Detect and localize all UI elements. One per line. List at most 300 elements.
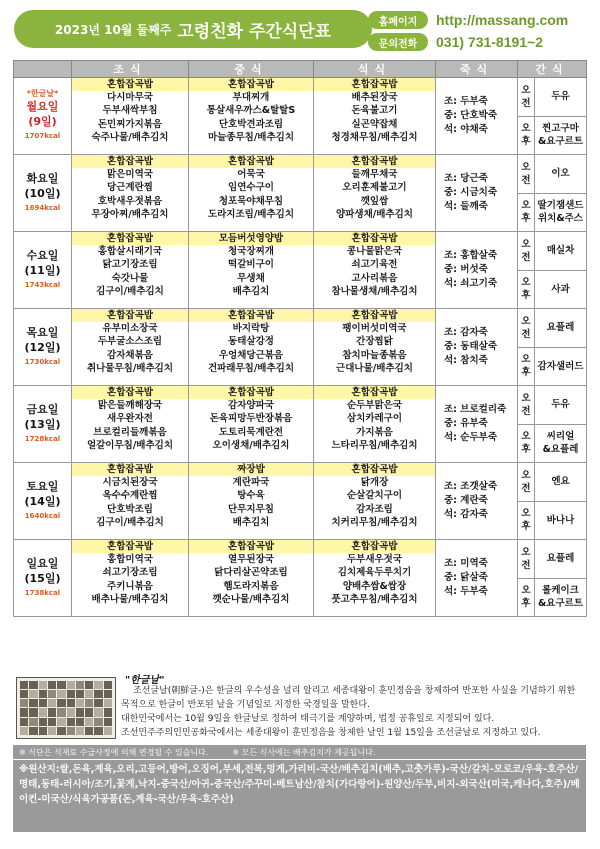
day-date: (12일) — [24, 340, 61, 354]
snack-pm-item: 바나나 — [546, 514, 575, 526]
snack-am-row — [518, 540, 586, 579]
day-date: (13일) — [24, 417, 61, 431]
menu-item: 우엉채당근볶음 — [218, 349, 284, 361]
manuscript-glyph — [29, 699, 37, 707]
menu-item: 쇠고기장조림 — [102, 567, 158, 579]
snack-am-item: 요플레 — [546, 553, 575, 565]
day-name: 목요일 — [26, 325, 59, 339]
porridge-cell — [436, 540, 518, 617]
menu-item: 감자채볶음 — [107, 349, 153, 361]
snack-cell — [518, 386, 587, 463]
menu-item: 치커리무침/배추김치 — [331, 516, 418, 528]
menu-item: 무생채 — [237, 272, 265, 284]
snack-am-item: 요플레 — [546, 322, 575, 334]
porridge-cell — [436, 78, 518, 155]
manuscript-glyph — [57, 727, 65, 735]
manuscript-glyph — [20, 690, 28, 698]
menu-item: 들깨무채국 — [351, 169, 398, 181]
dinner-cell — [314, 78, 436, 155]
menu-item: 혼합잡곡밥 — [189, 155, 313, 168]
menu-item: 닭개장 — [360, 477, 389, 489]
day-row — [14, 309, 587, 386]
menu-item: 혼합잡곡밥 — [72, 463, 188, 476]
day-date: (14일) — [24, 494, 61, 508]
manuscript-glyph — [67, 727, 75, 735]
lunch-cell — [189, 78, 314, 155]
col-header-day — [14, 61, 72, 78]
menu-item: 호박새우젓볶음 — [97, 195, 163, 207]
menu-item: 떡갈비구이 — [228, 259, 274, 271]
title-bar — [14, 10, 372, 48]
manuscript-glyph — [29, 690, 37, 698]
day-kcal: 1738kcal — [24, 588, 61, 597]
menu-item: 순살갈치구이 — [346, 490, 403, 502]
menu-item: 참치마늘종볶음 — [342, 349, 407, 361]
snack-pm-row — [518, 348, 586, 386]
snack-wrap — [518, 78, 586, 154]
hangul-paragraph: 조선민주주의인민공화국에서는 세종대왕이 훈민정음을 창제한 날인 1월 15일을 조선글날로 지정하고 있다. — [121, 728, 541, 738]
col-header-dinner: 석식 — [314, 61, 436, 78]
manuscript-glyph — [94, 681, 102, 689]
menu-item: 당근계란찜 — [107, 182, 153, 194]
note-menu-change: ※ 식단은 식재료 수급사정에 의해 변경될 수 있습니다. — [19, 747, 209, 757]
menu-item: 취나물무침/배추김치 — [86, 362, 174, 374]
menu-item: 혼합잡곡밥 — [72, 232, 188, 245]
porridge-item: 조: 미역죽 — [444, 558, 488, 569]
manuscript-glyph — [76, 718, 84, 726]
dinner-cell — [314, 540, 436, 617]
menu-item: 청포묵야채무침 — [218, 195, 284, 207]
menu-item: 쇠고기육전 — [351, 259, 398, 271]
manuscript-glyph — [57, 690, 65, 698]
porridge-item: 중: 계란죽 — [444, 495, 488, 506]
page-title: 고령친화 주간식단표 — [177, 21, 332, 42]
menu-item: 무장아찌/배추김치 — [91, 208, 169, 220]
menu-item: 돈육피망두반장볶음 — [209, 413, 293, 425]
phone-label: 문의전화 — [368, 33, 428, 51]
menu-item: 홍합미역국 — [107, 554, 153, 566]
menu-item: 실곤약잡채 — [351, 118, 398, 130]
menu-item: 혼합잡곡밥 — [72, 309, 188, 322]
menu-item: 가지볶음 — [356, 426, 393, 438]
title-subtitle: 2023년 10월 둘째주 — [54, 22, 172, 37]
manuscript-glyph — [39, 708, 47, 716]
menu-item: 감자양파국 — [228, 400, 274, 412]
manuscript-glyph — [67, 690, 75, 698]
manuscript-glyph — [76, 708, 84, 716]
snack-cell — [518, 540, 587, 617]
menu-item: 닭다리살곤약조림 — [214, 567, 288, 579]
col-header-breakfast: 조식 — [72, 61, 189, 78]
snack-wrap — [518, 232, 586, 308]
snack-am-row — [518, 232, 586, 271]
menu-item: 순두부맑은국 — [346, 400, 403, 412]
lunch-cell — [189, 232, 314, 309]
manuscript-glyph — [48, 690, 56, 698]
snack-cell — [518, 463, 587, 540]
snack-pm-item: 딸기잼샌드 위치&주스 — [537, 200, 584, 225]
menu-item: 단호박조림 — [107, 503, 153, 515]
snack-pm-label: 오 후 — [518, 579, 535, 617]
manuscript-glyph — [57, 699, 65, 707]
menu-item: 도라지조림/배추김치 — [207, 208, 295, 220]
menu-item: 배추김치 — [232, 516, 270, 528]
hangul-day-box — [13, 674, 586, 746]
manuscript-glyph — [76, 690, 84, 698]
breakfast-cell — [72, 155, 189, 232]
manuscript-glyph — [104, 699, 112, 707]
manuscript-glyph — [94, 727, 102, 735]
menu-item: 얼갈이무침/배추김치 — [86, 439, 174, 451]
manuscript-glyph — [67, 681, 75, 689]
menu-item: 숙주나물/배추김치 — [91, 131, 169, 143]
day-kcal: 1743kcal — [24, 280, 61, 289]
hangul-day-tag: *한글날* — [26, 88, 59, 98]
day-row — [14, 386, 587, 463]
dinner-cell — [314, 386, 436, 463]
breakfast-cell — [72, 540, 189, 617]
menu-item: 돈민찌가지볶음 — [97, 118, 163, 130]
menu-item: 혼합잡곡밥 — [189, 386, 313, 399]
porridge-item: 조: 홍합살죽 — [444, 250, 497, 261]
day-row — [14, 463, 587, 540]
porridge-item: 석: 쇠고기죽 — [444, 278, 497, 289]
snack-pm-label: 오 후 — [518, 194, 535, 232]
menu-item: 참나물생채/배추김치 — [331, 285, 418, 297]
note-bar — [13, 745, 586, 759]
snack-am-row — [518, 386, 586, 425]
snack-wrap — [518, 155, 586, 231]
day-row — [14, 155, 587, 232]
manuscript-glyph — [48, 718, 56, 726]
porridge-cell — [436, 463, 518, 540]
menu-item: 어묵국 — [237, 169, 265, 181]
menu-item: 두부새우젓국 — [346, 554, 403, 566]
menu-item: 햄도라지볶음 — [223, 580, 279, 592]
menu-item: 혼합잡곡밥 — [189, 540, 313, 553]
day-date: (9일) — [28, 114, 57, 128]
snack-pm-row — [518, 194, 586, 232]
dinner-cell — [314, 309, 436, 386]
hangul-day-text — [121, 684, 583, 740]
snack-am-item: 두유 — [551, 91, 570, 103]
day-name: 일요일 — [26, 556, 59, 570]
menu-item: 양배추쌈&쌈장 — [342, 580, 407, 592]
breakfast-cell — [72, 463, 189, 540]
day-cell — [14, 155, 72, 232]
porridge-cell — [436, 309, 518, 386]
snack-am-item: 두유 — [551, 399, 570, 411]
homepage-label: 홈페이지 — [368, 11, 428, 29]
manuscript-glyph — [104, 708, 112, 716]
porridge-item: 석: 야채죽 — [444, 124, 488, 135]
snack-pm-row — [518, 271, 586, 309]
menu-item: 감자조림 — [356, 503, 393, 515]
day-kcal: 1730kcal — [24, 357, 61, 366]
snack-cell — [518, 309, 587, 386]
menu-item: 임연수구이 — [228, 182, 274, 194]
menu-item: 양파생채/배추김치 — [336, 208, 413, 220]
porridge-item: 조: 감자죽 — [444, 327, 488, 338]
menu-item: 단무지무침 — [228, 503, 274, 515]
porridge-item: 석: 순두부죽 — [444, 432, 497, 443]
snack-pm-item: 찐고구마 &요구르트 — [538, 123, 583, 148]
menu-item: 주키니볶음 — [107, 580, 153, 592]
manuscript-glyph — [48, 708, 56, 716]
porridge-item: 중: 동태살죽 — [444, 341, 497, 352]
dinner-cell — [314, 232, 436, 309]
day-name: 월요일 — [26, 99, 59, 113]
snack-pm-item: 씨리얼 &요플레 — [542, 431, 579, 456]
menu-item: 브로컬리들깨볶음 — [93, 426, 167, 438]
lunch-cell — [189, 540, 314, 617]
menu-item: 마늘종무침/배추김치 — [207, 131, 295, 143]
manuscript-glyph — [76, 699, 84, 707]
manuscript-glyph — [39, 718, 47, 726]
manuscript-glyph — [48, 681, 56, 689]
manuscript-glyph — [94, 708, 102, 716]
snack-cell — [518, 232, 587, 309]
snack-am-label: 오 전 — [518, 463, 535, 501]
day-name: 화요일 — [26, 171, 59, 185]
lunch-cell — [189, 155, 314, 232]
breakfast-cell — [72, 309, 189, 386]
porridge-item: 중: 유부죽 — [444, 418, 488, 429]
col-header-lunch: 중식 — [189, 61, 314, 78]
snack-am-row — [518, 463, 586, 502]
day-date: (15일) — [24, 571, 61, 585]
day-name: 금요일 — [26, 402, 59, 416]
breakfast-cell — [72, 232, 189, 309]
manuscript-glyph — [85, 681, 93, 689]
menu-item: 청경채무침/배추김치 — [331, 131, 418, 143]
manuscript-glyph — [85, 699, 93, 707]
menu-item: 도토리묵계란전 — [218, 426, 284, 438]
menu-item: 깻순나물/배추김치 — [212, 593, 290, 605]
menu-item: 두부새싹부침 — [102, 105, 158, 117]
menu-item: 단호박견과조림 — [218, 118, 284, 130]
manuscript-glyph — [39, 699, 47, 707]
menu-item: 닭고기장조림 — [102, 259, 158, 271]
menu-item: 짜장밥 — [189, 463, 313, 476]
hangul-paragraph: 대한민국에서는 10월 9일을 한글날로 정하여 태극기를 계양하며, 법정 공휴일로 지정되어 있다. — [121, 714, 495, 724]
phone-row — [368, 32, 543, 52]
hangul-day-title: "한글날" — [125, 675, 165, 686]
porridge-item: 석: 참치죽 — [444, 355, 488, 366]
manuscript-glyph — [85, 727, 93, 735]
snack-pm-row — [518, 117, 586, 155]
manuscript-glyph — [39, 727, 47, 735]
day-kcal: 1640kcal — [24, 511, 61, 520]
day-name: 수요일 — [26, 248, 59, 262]
manuscript-glyph — [57, 718, 65, 726]
day-row — [14, 540, 587, 617]
menu-item: 시금치된장국 — [102, 477, 158, 489]
snack-wrap — [518, 540, 586, 616]
manuscript-glyph — [29, 708, 37, 716]
menu-item: 청국장찌개 — [228, 246, 274, 258]
day-cell — [14, 309, 72, 386]
menu-item: 혼합잡곡밥 — [314, 540, 435, 553]
day-kcal: 1694kcal — [24, 203, 61, 212]
hunminjeongeum-image — [16, 677, 116, 739]
snack-am-label: 오 전 — [518, 386, 535, 424]
menu-item: 김구이/배추김치 — [96, 285, 164, 297]
porridge-item: 조: 당근죽 — [444, 173, 488, 184]
menu-item: 건파래무침/배추김치 — [207, 362, 295, 374]
col-header-porridge: 죽식 — [436, 61, 518, 78]
menu-item: 바지락탕 — [232, 323, 270, 335]
snack-am-label: 오 전 — [518, 540, 535, 578]
manuscript-glyph — [39, 681, 47, 689]
menu-item: 혼합잡곡밥 — [72, 540, 188, 553]
menu-item: 콩나물맑은국 — [346, 246, 403, 258]
menu-item: 배추된장국 — [351, 92, 398, 104]
menu-item: 다시마무국 — [107, 92, 153, 104]
snack-wrap — [518, 386, 586, 462]
menu-item: 탕수육 — [237, 490, 265, 502]
manuscript-glyph — [20, 708, 28, 716]
snack-am-item: 엔요 — [551, 476, 570, 488]
menu-item: 동태살강정 — [228, 336, 274, 348]
menu-item: 느타리무침/배추김치 — [331, 439, 418, 451]
menu-body — [14, 78, 587, 617]
breakfast-cell — [72, 78, 189, 155]
menu-item: 고사리볶음 — [351, 272, 398, 284]
menu-item: 혼합잡곡밥 — [314, 232, 435, 245]
day-kcal: 1728kcal — [24, 434, 61, 443]
menu-item: 오이생채/배추김치 — [212, 439, 290, 451]
snack-am-label: 오 전 — [518, 232, 535, 270]
day-date: (10일) — [24, 186, 61, 200]
menu-item: 오리훈제불고기 — [342, 182, 407, 194]
menu-item: 깻잎쌈 — [360, 195, 389, 207]
porridge-item: 중: 시금치죽 — [444, 187, 497, 198]
manuscript-glyph — [94, 718, 102, 726]
homepage-link[interactable]: http://massang.com — [436, 12, 569, 28]
snack-am-item: 이오 — [551, 168, 570, 180]
menu-item: 열무된장국 — [228, 554, 274, 566]
menu-item: 팽이버섯미역국 — [342, 323, 407, 335]
snack-wrap — [518, 463, 586, 539]
snack-am-item: 매실차 — [546, 245, 575, 257]
table-header-row — [14, 61, 587, 78]
snack-am-label: 오 전 — [518, 309, 535, 347]
menu-item: 혼합잡곡밥 — [189, 309, 313, 322]
manuscript-glyph — [104, 690, 112, 698]
menu-item: 유부미소장국 — [102, 323, 158, 335]
snack-pm-item: 롤케이크 &요구르트 — [538, 585, 583, 610]
menu-item: 혼합잡곡밥 — [314, 78, 435, 91]
porridge-item: 조: 조갯살죽 — [444, 481, 497, 492]
menu-item: 혼합잡곡밥 — [314, 309, 435, 322]
snack-wrap — [518, 309, 586, 385]
menu-item: 맑은들깨해장국 — [97, 400, 163, 412]
snack-pm-label: 오 후 — [518, 117, 535, 155]
snack-am-label: 오 전 — [518, 155, 535, 193]
manuscript-glyph — [104, 718, 112, 726]
manuscript-glyph — [76, 727, 84, 735]
porridge-item: 중: 버섯죽 — [444, 264, 488, 275]
menu-item: 모듬버섯영양밥 — [189, 232, 313, 245]
menu-item: 부대찌개 — [232, 92, 270, 104]
snack-pm-label: 오 후 — [518, 348, 535, 386]
menu-item: 근대나물/배추김치 — [336, 362, 413, 374]
lunch-cell — [189, 309, 314, 386]
manuscript-glyph — [48, 699, 56, 707]
manuscript-glyph — [67, 718, 75, 726]
day-cell — [14, 232, 72, 309]
manuscript-glyph — [104, 681, 112, 689]
snack-pm-label: 오 후 — [518, 425, 535, 463]
day-row — [14, 78, 587, 155]
note-kimchi: ※ 모든 식사에는 배추김치가 제공됩니다. — [232, 747, 376, 757]
menu-item: 옥수수계란찜 — [102, 490, 158, 502]
manuscript-glyph — [104, 727, 112, 735]
snack-cell — [518, 78, 587, 155]
snack-pm-row — [518, 502, 586, 540]
menu-item: 혼합잡곡밥 — [72, 78, 188, 91]
manuscript-glyph — [57, 708, 65, 716]
manuscript-glyph — [67, 708, 75, 716]
day-cell — [14, 386, 72, 463]
lunch-cell — [189, 463, 314, 540]
porridge-item: 중: 단호박죽 — [444, 110, 497, 121]
porridge-cell — [436, 386, 518, 463]
snack-pm-item: 사과 — [551, 283, 570, 295]
menu-item: 통살새우까스&탈탈S — [206, 105, 296, 117]
menu-item: 숙갓나물 — [111, 272, 149, 284]
menu-item: 맑은미역국 — [107, 169, 153, 181]
manuscript-glyph — [20, 699, 28, 707]
menu-item: 배추김치 — [232, 285, 270, 297]
manuscript-glyph — [76, 681, 84, 689]
snack-cell — [518, 155, 587, 232]
snack-pm-label: 오 후 — [518, 271, 535, 309]
menu-item: 혼합잡곡밥 — [314, 155, 435, 168]
col-header-snack: 간식 — [518, 61, 587, 78]
day-name: 토요일 — [26, 479, 59, 493]
porridge-item: 조: 브로컬리죽 — [444, 404, 507, 415]
dinner-cell — [314, 155, 436, 232]
menu-table — [13, 60, 587, 617]
manuscript-glyph — [29, 718, 37, 726]
menu-item: 풋고추무침/배추김치 — [331, 593, 418, 605]
manuscript-glyph — [20, 718, 28, 726]
porridge-item: 석: 두부죽 — [444, 586, 488, 597]
manuscript-glyph — [85, 718, 93, 726]
menu-item: 새우완자전 — [107, 413, 153, 425]
origin-info: ※원산지:쌀,돈육,계육,오리,고등어,방어,오징어,부세,전복,멍게,가리비-국산/배추김치(배추,고춧가루)-국산/갈치-모로코/우육-호주산/명태,동태-러시아/조기,꽃게,낙지-중국산/아귀-중국산/주꾸미-베트남산/참치(가다랑어)-원양산/두부,비지-외국산(미국,캐나다,호주)/베이컨-미국산/식육가공품(돈,계육-국산/우육-호주산) — [13, 760, 586, 832]
day-row — [14, 232, 587, 309]
hangul-paragraph: 조선글날(朝鮮글-)은 한글의 우수성을 널리 알리고 세종대왕이 훈민정음을 창제하여 반포한 사실을 기념하기 위한 목적으로 한글이 반포된 날을 기념일로 지정한 국경일을 말한다. — [121, 686, 576, 710]
dinner-cell — [314, 463, 436, 540]
porridge-cell — [436, 155, 518, 232]
manuscript-glyph — [67, 699, 75, 707]
manuscript-glyph — [20, 681, 28, 689]
menu-item: 김구이/배추김치 — [96, 516, 164, 528]
homepage-row — [368, 10, 568, 30]
menu-item: 김치제육두루치기 — [337, 567, 412, 579]
breakfast-cell — [72, 386, 189, 463]
menu-item: 두부굴소스조림 — [97, 336, 163, 348]
manuscript-glyph — [57, 681, 65, 689]
porridge-cell — [436, 232, 518, 309]
porridge-item: 석: 감자죽 — [444, 509, 488, 520]
manuscript-glyph — [29, 727, 37, 735]
snack-am-row — [518, 78, 586, 117]
porridge-item: 중: 닭살죽 — [444, 572, 488, 583]
